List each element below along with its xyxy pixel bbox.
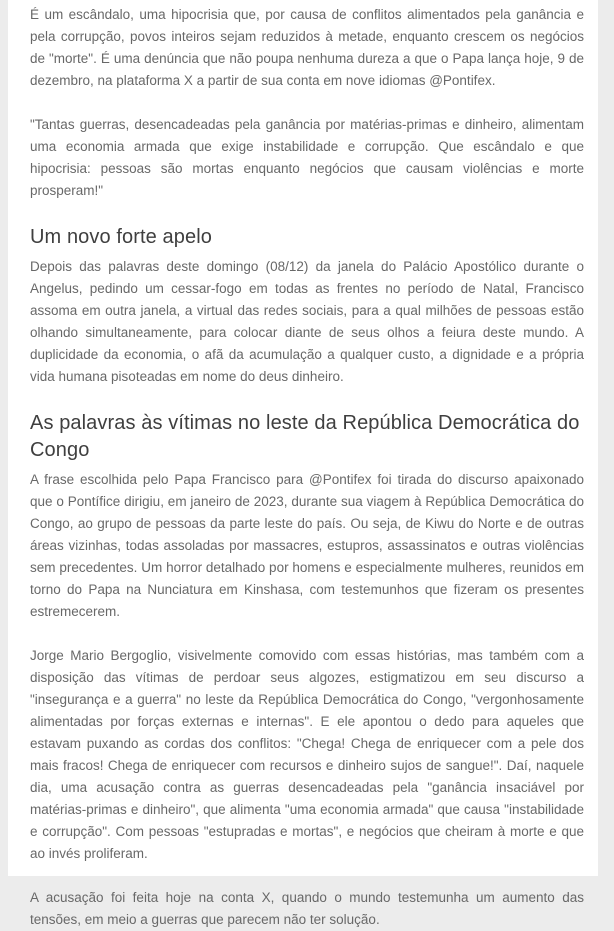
papal-quote-paragraph: "Tantas guerras, desencadeadas pela ganância por matérias-primas e dinheiro, alimentam uma economia armada que exige instabilidade e corrupção. Que escândalo e que hipocrisia: pessoas são mortas enquanto negócios que causam violências e morte prosperam!": [30, 117, 584, 198]
intro-paragraph: É um escândalo, uma hipocrisia que, por causa de conflitos alimentados pela ganância e pela corrupção, povos inteiros sejam reduzidos à metade, enquanto crescem os negócios de "morte". É uma denúncia que não poupa nenhuma dureza a que o Papa lança hoje, 9 de dezembro, na plataforma X a partir de sua conta em nove idiomas @Pontifex.: [30, 7, 584, 88]
section-heading-congo-victims: As palavras às vítimas no leste da República Democrática do Congo: [30, 412, 580, 461]
speech-origin-paragraph: A frase escolhida pelo Papa Francisco para @Pontifex foi tirada do discurso apaixonado que o Pontífice dirigiu, em janeiro de 2023, durante sua viagem à República Democrática do Congo, ao grupo de pessoas da parte leste do país. Ou seja, de Kiwu do Norte e de outras áreas vizinhas, todas assoladas por massacres, estupros, assassinatos e outras violências sem precedentes. Um horror detalhado por homens e especialmente mulheres, reunidos em torno do Papa na Nunciatura em Kinshasa, com testemunhos que fizeram os presentes estremecerem.: [30, 472, 584, 619]
article-content: [8, 0, 598, 927]
bergoglio-speech-paragraph: Jorge Mario Bergoglio, visivelmente comovido com essas histórias, mas também com a disposição das vítimas de perdoar seus algozes, estigmatizou em seu discurso a "insegurança e a guerra" no leste da República Democrática do Congo, "vergonhosamente alimentadas por forças externas e internas". E ele apontou o dedo para aqueles que estavam puxando as cordas dos conflitos: "Chega! Chega de enriquecer com a pele dos mais fracos! Chega de enriquecer com recursos e dinheiro sujos de sangue!". Daí, naquele dia, uma acusação contra as guerras desencadeadas pela "ganância insaciável por matérias-primas e dinheiro", que alimenta "uma economia armada" que causa "instabilidade e corrupção". Com pessoas "estupradas e mortas", e negócios que cheiram à morte e que ao invés proliferam.: [30, 648, 584, 861]
closing-paragraph: A acusação foi feita hoje na conta X, quando o mundo testemunha um aumento das tensões, em meio a guerras que parecem não ter solução.: [30, 890, 584, 927]
section-heading-new-appeal: Um novo forte apelo: [30, 226, 212, 248]
angelus-paragraph: Depois das palavras deste domingo (08/12) da janela do Palácio Apostólico durante o Angelus, pedindo um cessar-fogo em todas as frentes no período de Natal, Francisco assoma em outra janela, a virtual das redes sociais, para a qual milhões de pessoas estão olhando simultaneamente, para colocar diante de seus olhos a feiura deste mundo. A duplicidade da economia, o afã da acumulação a qualquer custo, a dignidade e a própria vida humana pisoteadas em nome do deus dinheiro.: [30, 259, 584, 384]
